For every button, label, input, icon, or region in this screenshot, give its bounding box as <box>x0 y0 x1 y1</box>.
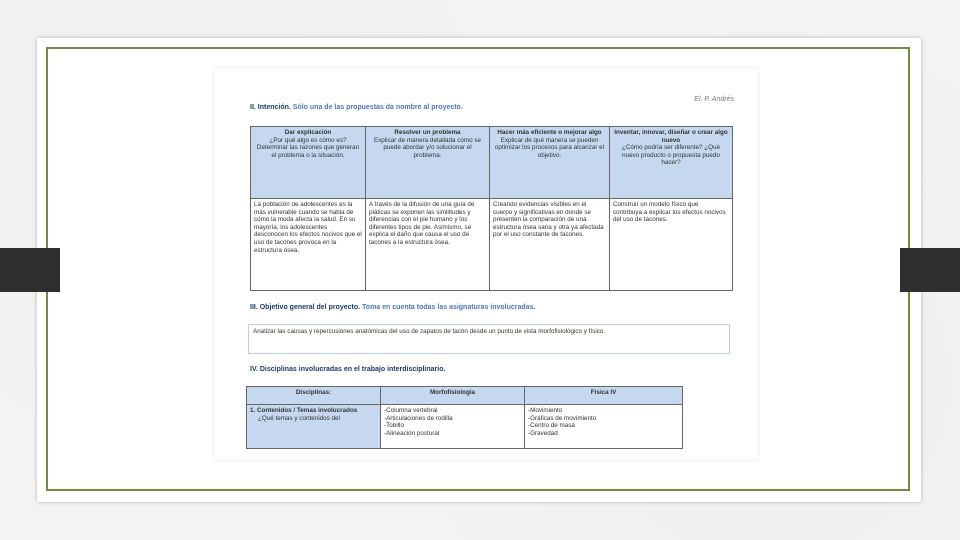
document-image <box>214 68 758 460</box>
intention-header-3: Hacer más eficiente o mejorar algo Explicar de qué manera se pueden optimizar los procesos para alcanzar el objetivo. <box>490 127 610 199</box>
section-4-heading <box>250 366 445 373</box>
section-3-heading <box>250 304 535 311</box>
intention-body-1: La población de adolescentes es la más vulnerable cuando se habla de cómo la moda afecta la salud. En su mayoría, los adolescentes desconocen los efectos nocivos que el uso de tacones provoca en la estructura ósea. <box>251 199 366 291</box>
morfo-header: Morfofisiología <box>381 387 525 405</box>
intention-header-2: Resolver un problema Explicar de manera detallada cómo se puede abordar y/o solucionar el problema. <box>366 127 490 199</box>
intention-header-1: Dar explicación ¿Por qué algo es cómo es? Determinar las razones que generan el problema o la situación. <box>251 127 366 199</box>
section-2-title: II. Intención. <box>250 104 291 111</box>
section-3-hint: Toma en cuenta todas las asignaturas involucradas. <box>362 304 536 311</box>
section-4-title: IV. Disciplinas involucradas en el trabajo interdisciplinario. <box>250 366 446 373</box>
section-3-title: III. Objetivo general del proyecto. <box>250 304 361 311</box>
section-2-hint: Sólo una de las propuestas da nombre al proyecto. <box>292 104 463 111</box>
objective-text: Analizar las causas y repercusiones anatómicas del uso de zapatos de tacón desde un punto de vista morfofisiológico y físico. <box>248 324 730 354</box>
fisica-topics: -Movimiento -Gráficas de movimiento -Centro de masa -Gravedad <box>525 405 683 449</box>
fisica-header: Física IV <box>525 387 683 405</box>
morfo-topics: -Columna vertebral -Articulaciones de rodilla -Tobillo -Alineación postural <box>381 405 525 449</box>
disciplines-header: Disciplinas: <box>247 387 381 405</box>
section-2-heading <box>250 104 463 111</box>
intention-header-4: Inventar, innovar, diseñar o crear algo nuevo ¿Cómo podría ser diferente? ¿Qué nuevo producto o propuesta puedo hacer? <box>610 127 733 199</box>
intention-body-4: Construir un modelo físico que contribuya a explicar los efectos nocivos del uso de tacones. <box>610 199 733 291</box>
left-side-tab <box>0 248 60 292</box>
contents-label: 1. Contenidos / Temas involucrados ¿Qué temas y contenidos del <box>247 405 381 449</box>
disciplines-table <box>246 386 683 449</box>
author-label: El. P. Andrés <box>694 96 734 103</box>
right-side-tab <box>900 248 960 292</box>
intention-body-3: Creando evidencias visibles en el cuerpo y significativas en donde se presenten la comparación de una estructura ósea sana y otra ya afectada por el uso constante de tacones. <box>490 199 610 291</box>
intention-table <box>250 126 733 291</box>
intention-body-2: A través de la difusión de una guía de pláticas se exponen las similitudes y diferencias con el pie humano y los diferentes tipos de pie. Asimismo, se explica el daño que causa el uso de tacones a la estructura ósea. <box>366 199 490 291</box>
